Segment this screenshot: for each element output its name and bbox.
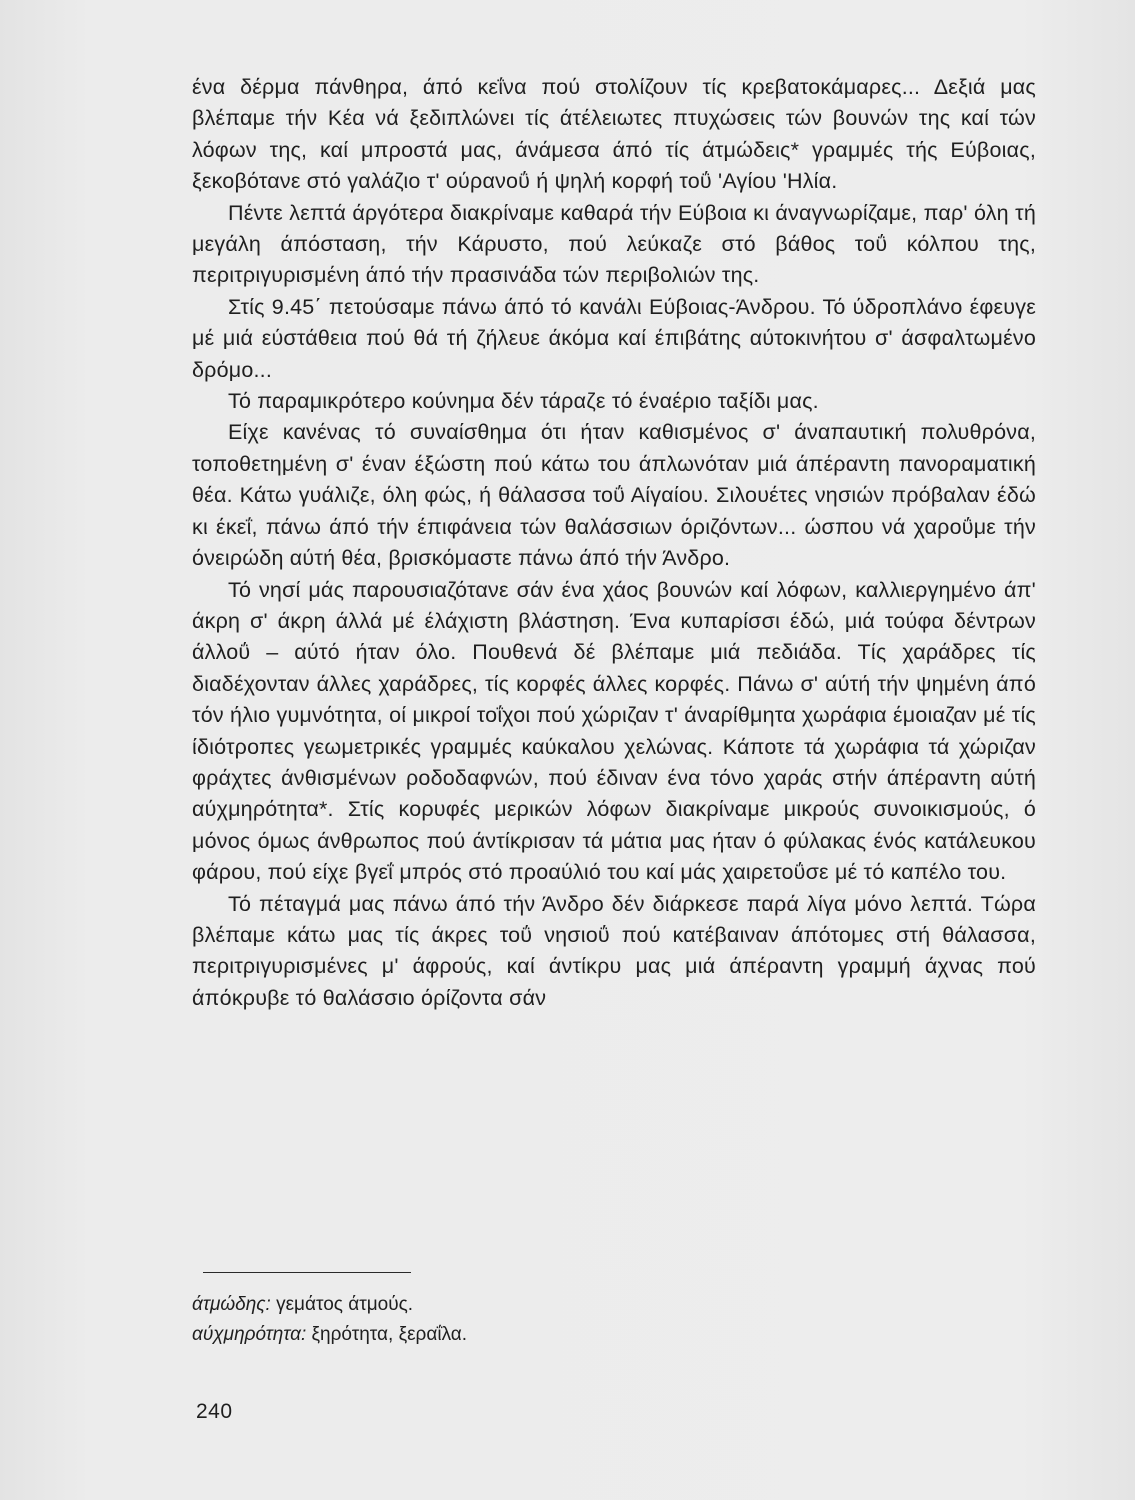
paragraph-3: Στίς 9.45΄ πετούσαμε πάνω άπό τό κανάλι Εύβοιας-Άνδρου. Τό ύδροπλάνο έφευγε μέ μιά εύστάθεια πού θά τή ζήλευε άκόμα καί έπιβάτης αύτοκινήτου σ' άσφαλτωμένο δρόμο...: [192, 294, 1036, 382]
footnote-2: [192, 1320, 892, 1350]
paragraph-5: Είχε κανένας τό συναίσθημα ότι ήταν καθισμένος σ' άναπαυτική πολυθρόνα, τοποθετημένη σ' έναν έξώστη πού κάτω του άπλωνόταν μιά άπέραντη πανοραματική θέα. Κάτω γυάλιζε, όλη φώς, ή θάλασσα τοΰ Αίγαίου. Σιλουέτες νησιών πρόβαλαν έδώ κι έκεΐ, πάνω άπό τήν έπιφάνεια τών θαλάσσιων όριζόντων... ώσπου νά χαροΰμε τήν όνειρώδη αύτή θέα, βρισκόμαστε πάνω άπό τήν Άνδρο.: [192, 420, 1036, 571]
paragraph-2: Πέντε λεπτά άργότερα διακρίναμε καθαρά τήν Εύβοια κι άναγνωρίζαμε, παρ' όλη τή μεγάλη άπόσταση, τήν Κάρυστο, πού λεύκαζε στό βάθος τοΰ κόλπου της, περιτριγυρισμένη άπό τήν πρασινάδα τών περιβολιών της.: [192, 200, 1036, 288]
body-text: [192, 72, 1036, 1014]
footnote-term: άτμώδης:: [192, 1294, 271, 1315]
footnote-divider: [203, 1272, 411, 1273]
paragraph-7: Τό πέταγμά μας πάνω άπό τήν Άνδρο δέν διάρκεσε παρά λίγα μόνο λεπτά. Τώρα βλέπαμε κάτω μας τίς άκρες τοΰ νησιοΰ πού κατέβαιναν άπότομες στή θάλασσα, περιτριγυρισμένες μ' άφρούς, καί άντίκρυ μας μιά άπέραντη γραμμή άχνας πού άπόκρυβε τό θαλάσσιο όρίζοντα σάν: [192, 891, 1036, 1010]
paragraph-4: Τό παραμικρότερο κούνημα δέν τάραζε τό έναέριο ταξίδι μας.: [228, 389, 819, 414]
paragraph-1: ένα δέρμα πάνθηρα, άπό κεΐνα πού στολίζουν τίς κρεβατοκάμαρες... Δεξιά μας βλέπαμε τήν Κέα νά ξεδιπλώνει τίς άτέλειωτες πτυχώσεις τών βουνών της καί τών λόφων της, καί μπροστά μας, άνάμεσα άπό τίς άτμώδεις* γραμμές τής Εύβοιας, ξεκοβότανε στό γαλάζιο τ' ούρανοΰ ή ψηλή κορφή τοΰ 'Αγίου 'Ηλία.: [192, 75, 1036, 194]
paragraph-6: Τό νησί μάς παρουσιαζότανε σάν ένα χάος βουνών καί λόφων, καλλιεργημένο άπ' άκρη σ' άκρη άλλά μέ έλάχιστη βλάστηση. Ένα κυπαρίσσι έδώ, μιά τούφα δέντρων άλλοΰ – αύτό ήταν όλο. Πουθενά δέ βλέπαμε μιά πεδιάδα. Τίς χαράδρες τίς διαδέχονταν άλλες χαράδρες, τίς κορφές άλλες κορφές. Πάνω σ' αύτή τήν ψημένη άπό τόν ήλιο γυμνότητα, οί μικροί τοΐχοι πού χώριζαν τ' άναρίθμητα χωράφια έμοιαζαν μέ τίς ίδιότροπες γεωμετρικές γραμμές καύκαλου χελώνας. Κάποτε τά χωράφια τά χώριζαν φράχτες άνθισμένων ροδοδαφνών, πού έδιναν ένα τόνο χαράς στήν άπέραντη αύτή αύχμηρότητα*. Στίς κορυφές μερικών λόφων διακρίναμε μικρούς συνοικισμούς, ό μόνος όμως άνθρωπος πού άντίκρισαν τά μάτια μας ήταν ό φύλακας ένός κατάλευκου φάρου, πού είχε βγεΐ μπρός στό προαύλιό του καί μάς χαιρετοΰσε μέ τό καπέλο του.: [192, 577, 1036, 885]
footnote-definition: ξηρότητα, ξεραΐλα.: [311, 1324, 468, 1345]
footnote-definition: γεμάτος άτμούς.: [276, 1294, 414, 1315]
footnotes: [192, 1290, 892, 1350]
page-number: 240: [196, 1400, 233, 1423]
footnote-1: [192, 1290, 892, 1320]
footnote-term: αύχμηρότητα:: [192, 1324, 307, 1345]
